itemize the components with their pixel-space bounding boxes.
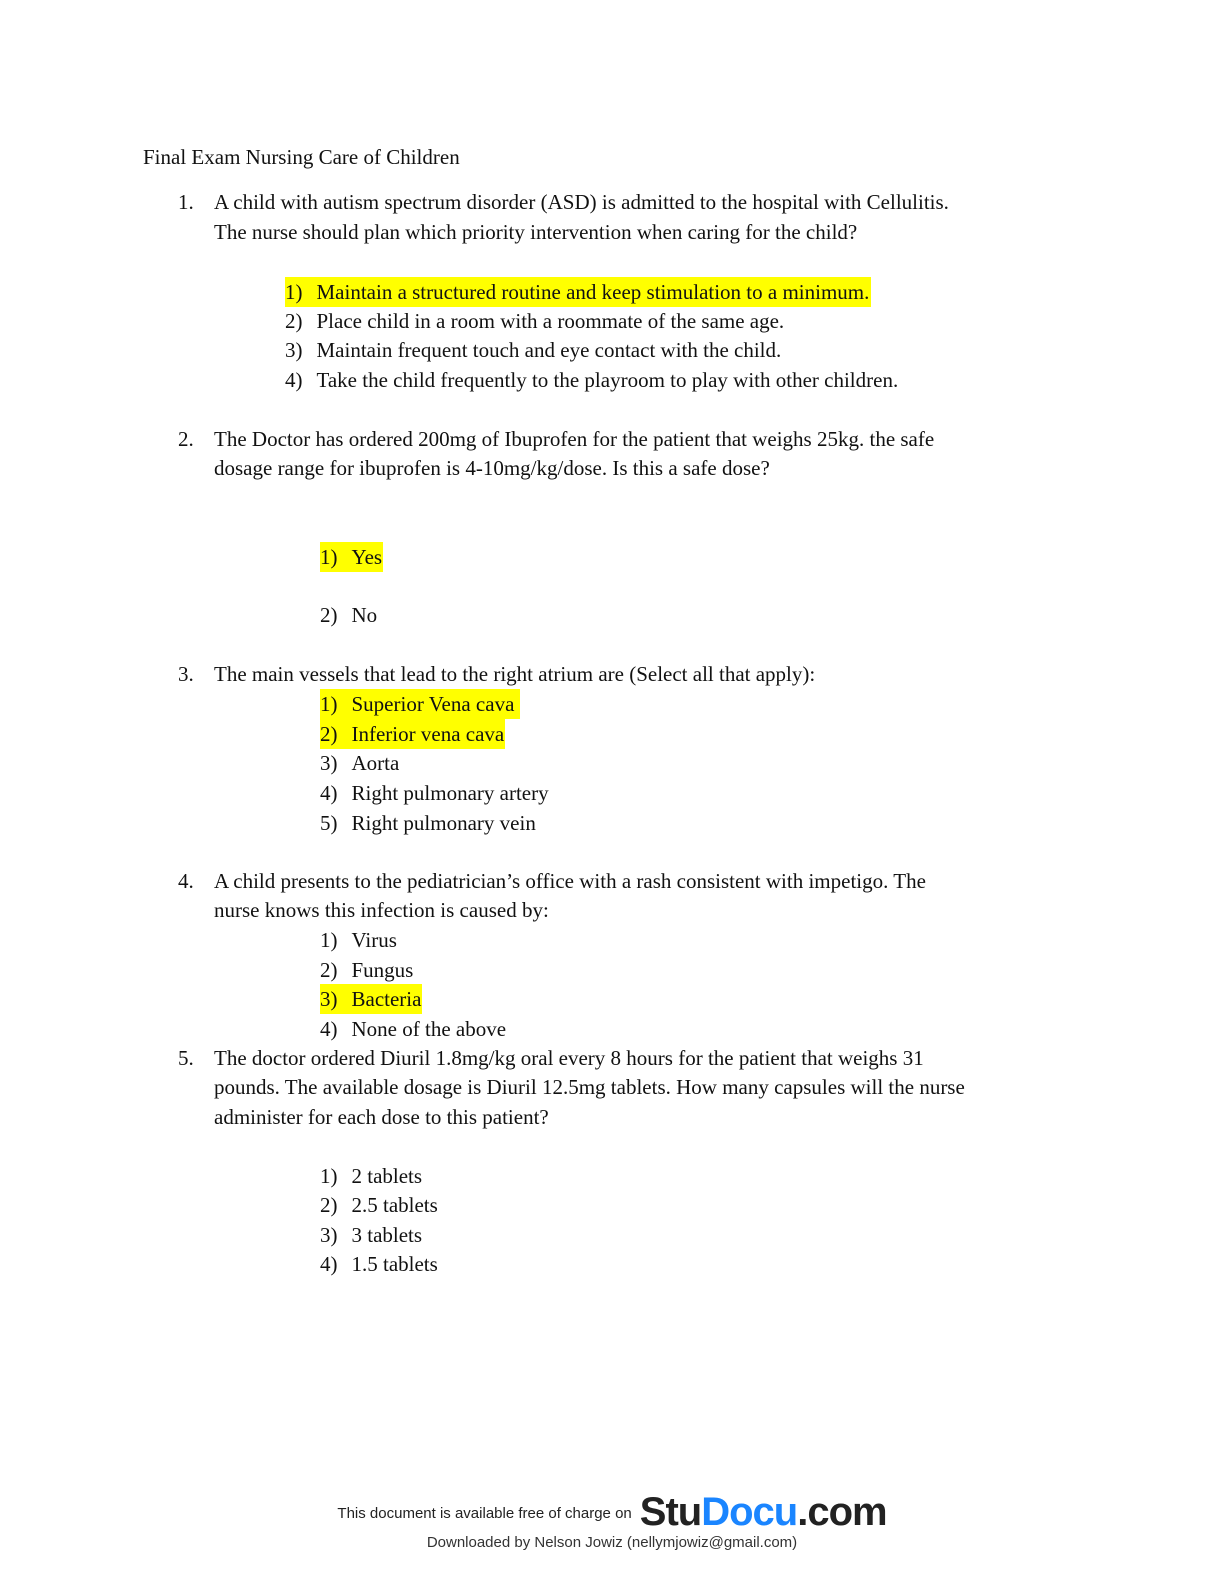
option-number: 2) bbox=[320, 958, 338, 982]
question-text-line: A child presents to the pediatrician’s office with a rash consistent with impetigo. The bbox=[214, 869, 926, 893]
option-text: Right pulmonary vein bbox=[351, 811, 536, 835]
footer-availability bbox=[0, 1490, 1224, 1534]
answer-option bbox=[320, 808, 536, 838]
option-number: 3) bbox=[320, 1223, 338, 1247]
download-notice: Downloaded by Nelson Jowiz (nellymjowiz@gmail.com) bbox=[426, 1534, 798, 1551]
studocu-logo[interactable]: StuDocu.com bbox=[639, 1490, 887, 1534]
option-text: Maintain a structured routine and keep stimulation to a minimum. bbox=[316, 280, 870, 304]
question-text-line: A child with autism spectrum disorder (ASD) is admitted to the hospital with Cellulitis. bbox=[214, 190, 949, 214]
option-number: 1) bbox=[320, 692, 338, 716]
answer-option bbox=[320, 925, 397, 955]
question-text-line: pounds. The available dosage is Diuril 12.5mg tablets. How many capsules will the nurse bbox=[214, 1075, 965, 1099]
answer-option bbox=[285, 365, 898, 395]
option-text: None of the above bbox=[351, 1017, 507, 1041]
option-text: 2.5 tablets bbox=[351, 1193, 438, 1217]
option-number: 4) bbox=[320, 1017, 338, 1041]
option-text: Aorta bbox=[351, 751, 400, 775]
answer-option bbox=[320, 1249, 438, 1279]
answer-option bbox=[320, 600, 377, 630]
option-text: 2 tablets bbox=[351, 1164, 423, 1188]
answer-option bbox=[320, 778, 549, 808]
answer-option bbox=[320, 748, 399, 778]
option-number: 5) bbox=[320, 811, 338, 835]
option-number: 4) bbox=[285, 368, 303, 392]
answer-option-highlighted bbox=[285, 277, 871, 307]
question-number: 2. bbox=[178, 427, 194, 451]
answer-option-highlighted bbox=[320, 689, 520, 719]
option-number: 2) bbox=[320, 603, 338, 627]
answer-option bbox=[320, 1161, 422, 1191]
option-text: Virus bbox=[351, 928, 397, 952]
option-text: Bacteria bbox=[351, 987, 422, 1011]
option-text: No bbox=[351, 603, 378, 627]
answer-option bbox=[320, 955, 413, 985]
question-text-line: nurse knows this infection is caused by: bbox=[214, 898, 549, 922]
option-number: 2) bbox=[320, 722, 338, 746]
option-text: Take the child frequently to the playroom to play with other children. bbox=[316, 368, 899, 392]
option-text: Right pulmonary artery bbox=[351, 781, 549, 805]
answer-option-highlighted bbox=[320, 984, 422, 1014]
option-number: 3) bbox=[320, 987, 338, 1011]
option-number: 2) bbox=[285, 309, 303, 333]
option-number: 2) bbox=[320, 1193, 338, 1217]
question-text-line: dosage range for ibuprofen is 4-10mg/kg/dose. Is this a safe dose? bbox=[214, 456, 770, 480]
option-number: 1) bbox=[285, 280, 303, 304]
option-text: Yes bbox=[351, 545, 383, 569]
question-number: 4. bbox=[178, 869, 194, 893]
option-text: 3 tablets bbox=[351, 1223, 423, 1247]
option-text: Place child in a room with a roommate of the same age. bbox=[316, 309, 785, 333]
option-number: 4) bbox=[320, 781, 338, 805]
option-number: 3) bbox=[285, 338, 303, 362]
option-text: 1.5 tablets bbox=[351, 1252, 438, 1276]
availability-text: This document is available free of charge on bbox=[337, 1505, 632, 1522]
question-text-line: The doctor ordered Diuril 1.8mg/kg oral every 8 hours for the patient that weighs 31 bbox=[214, 1046, 924, 1070]
option-number: 1) bbox=[320, 545, 338, 569]
question-text-line: The Doctor has ordered 200mg of Ibuprofen for the patient that weighs 25kg. the safe bbox=[214, 427, 935, 451]
answer-option bbox=[285, 335, 781, 365]
question-number: 3. bbox=[178, 662, 194, 686]
answer-option bbox=[285, 306, 784, 336]
question-text-line: administer for each dose to this patient? bbox=[214, 1105, 549, 1129]
question-text-line: The main vessels that lead to the right atrium are (Select all that apply): bbox=[214, 662, 816, 686]
answer-option-highlighted bbox=[320, 719, 505, 749]
question-text-line: The nurse should plan which priority intervention when caring for the child? bbox=[214, 220, 858, 244]
answer-option-highlighted bbox=[320, 542, 383, 572]
answer-option bbox=[320, 1014, 506, 1044]
option-number: 1) bbox=[320, 1164, 338, 1188]
document-title: Final Exam Nursing Care of Children bbox=[143, 145, 460, 169]
option-text: Superior Vena cava bbox=[351, 692, 515, 716]
answer-option bbox=[320, 1220, 422, 1250]
option-text: Fungus bbox=[351, 958, 414, 982]
answer-option bbox=[320, 1190, 438, 1220]
question-number: 1. bbox=[178, 190, 194, 214]
option-text: Inferior vena cava bbox=[351, 722, 505, 746]
option-number: 4) bbox=[320, 1252, 338, 1276]
option-number: 3) bbox=[320, 751, 338, 775]
option-number: 1) bbox=[320, 928, 338, 952]
option-text: Maintain frequent touch and eye contact with the child. bbox=[316, 338, 782, 362]
question-number: 5. bbox=[178, 1046, 194, 1070]
